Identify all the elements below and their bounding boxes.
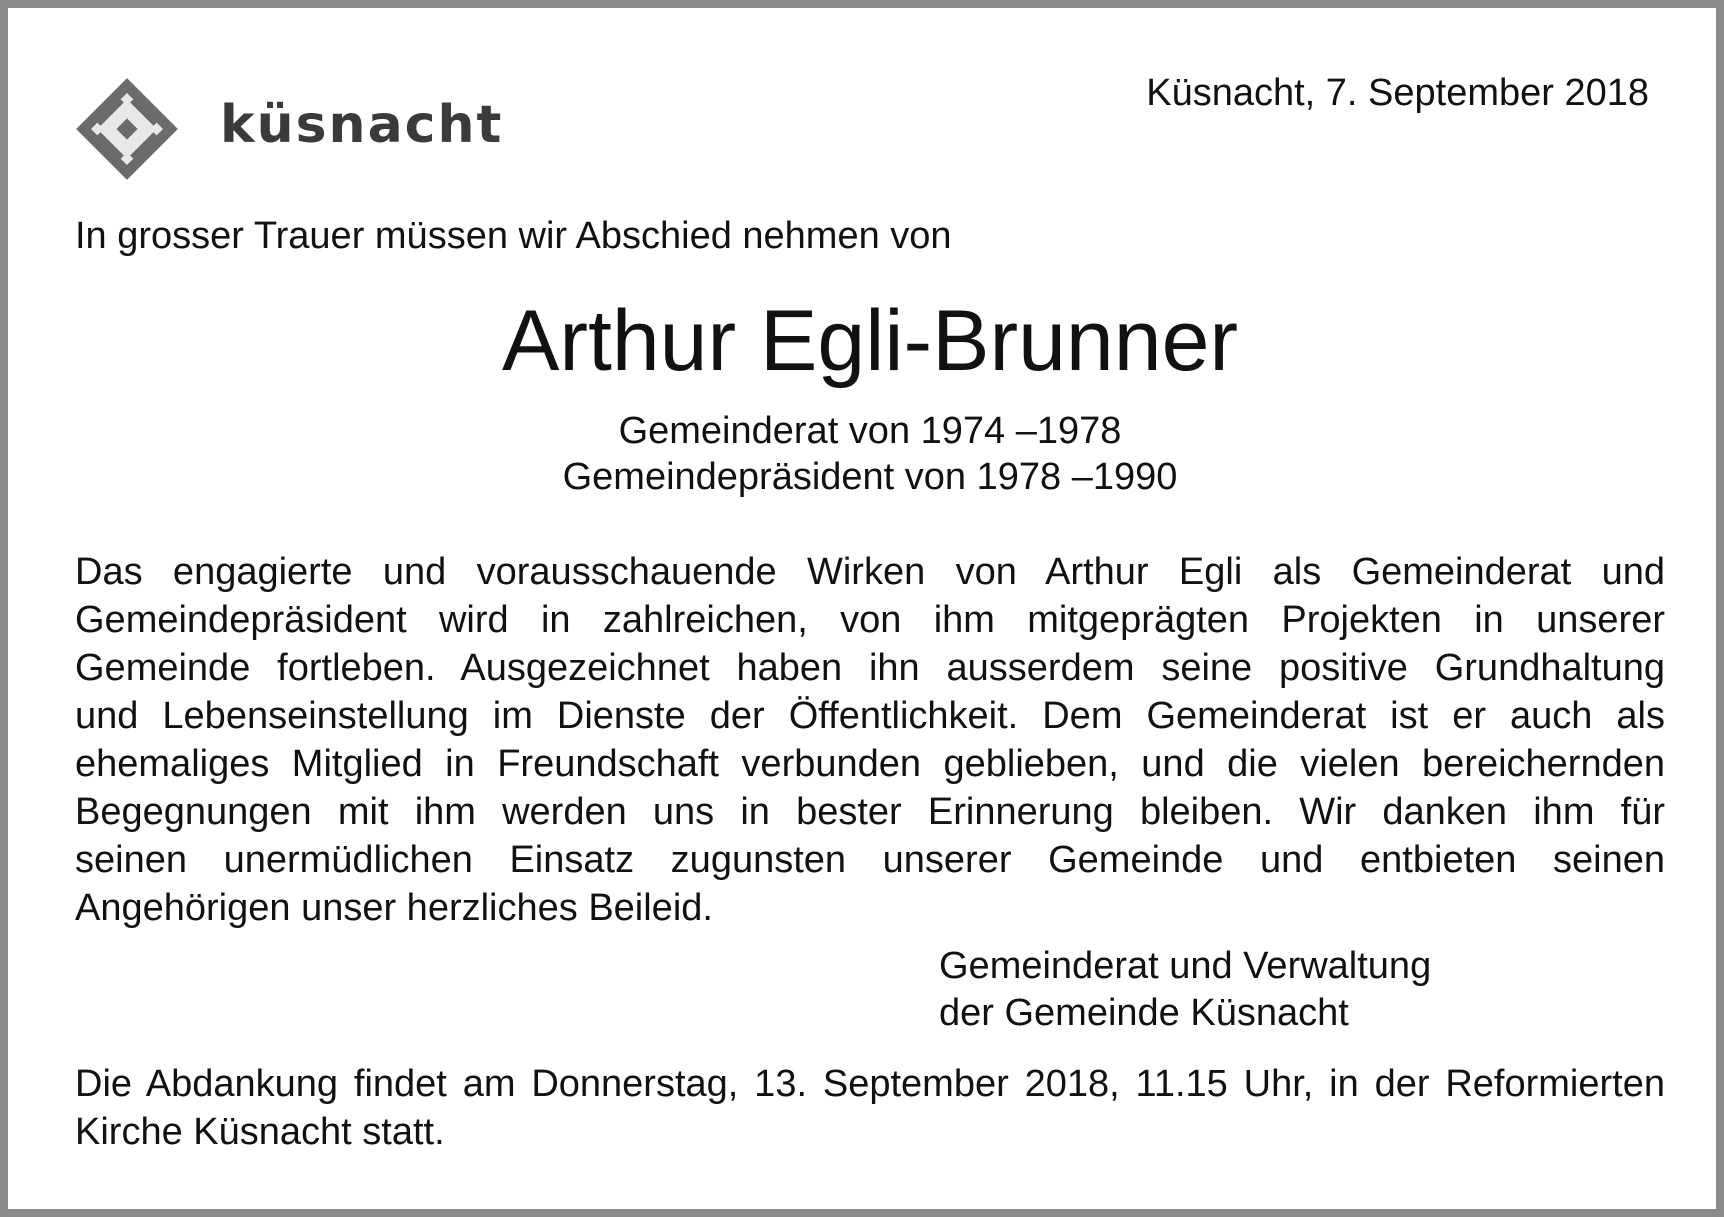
funeral-line: Kirche Küsnacht statt.	[75, 1111, 445, 1153]
signature-block	[939, 943, 1431, 1037]
paragraph-line: und Lebenseinstellung im Dienste der Öffentlichkeit. Dem Gemeinderat ist er auch als	[75, 695, 1665, 737]
date-line: Küsnacht, 7. September 2018	[1146, 72, 1649, 114]
paragraph-line: Angehörigen unser herzliches Beileid.	[75, 887, 713, 929]
kuesnacht-logo	[74, 76, 503, 182]
paragraph-line: ehemaliges Mitglied in Freundschaft verbunden geblieben, und die vielen bereichernden	[75, 743, 1665, 785]
paragraph-line: Das engagierte und vorausschauende Wirken von Arthur Egli als Gemeinderat und	[75, 551, 1665, 593]
signature-line: Gemeinderat und Verwaltung	[939, 945, 1432, 987]
kuesnacht-diamond-crest-icon	[74, 76, 180, 182]
role-line: Gemeinderat von 1974 –1978	[618, 410, 1122, 452]
funeral-notice	[75, 1060, 1665, 1156]
paragraph-line: Gemeindepräsident wird in zahlreichen, von ihm mitgeprägten Projekten in unserer	[75, 599, 1665, 641]
deceased-name: Arthur Egli-Brunner	[501, 293, 1239, 389]
paragraph-line: seinen unermüdlichen Einsatz zugunsten unserer Gemeinde und entbieten seinen	[75, 839, 1665, 881]
intro-text: In grosser Trauer müssen wir Abschied nehmen von	[75, 215, 952, 257]
tribute-paragraph	[75, 548, 1665, 932]
funeral-line: Die Abdankung findet am Donnerstag, 13. September 2018, 11.15 Uhr, in der Reformierten	[75, 1063, 1665, 1105]
signature-line: der Gemeinde Küsnacht	[939, 992, 1349, 1034]
paragraph-line: Begegnungen mit ihm werden uns in bester Erinnerung bleiben. Wir danken ihm für	[75, 791, 1665, 833]
role-line: Gemeindepräsident von 1978 –1990	[562, 456, 1178, 498]
logo-wordmark: küsnacht	[220, 95, 504, 155]
paragraph-line: Gemeinde fortleben. Ausgezeichnet haben ihn ausserdem seine positive Grundhaltung	[75, 647, 1665, 689]
